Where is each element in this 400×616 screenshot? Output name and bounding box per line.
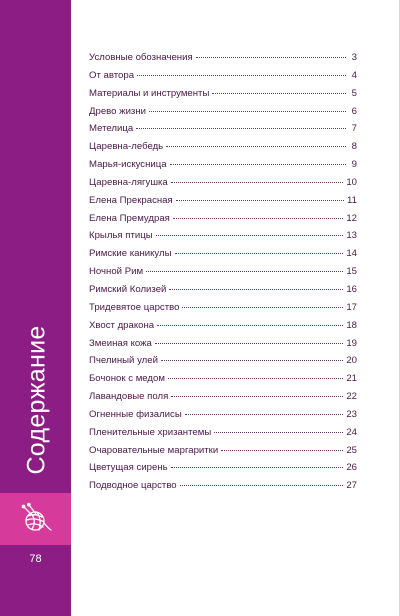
toc-entry (89, 230, 357, 248)
toc-entry (89, 355, 357, 373)
toc-entry-page: 13 (346, 230, 357, 242)
toc-entry-page: 4 (351, 69, 357, 81)
toc-entry-page: 11 (347, 194, 357, 206)
dot-leader (166, 146, 346, 147)
dot-leader (214, 432, 343, 433)
page-number: 78 (29, 553, 42, 565)
toc-entry-page: 17 (346, 301, 357, 313)
toc-entry-title: Подводное царство (89, 480, 177, 492)
dot-leader (180, 485, 344, 486)
toc-entry-page: 18 (346, 319, 357, 331)
toc-entry-page: 12 (346, 212, 357, 224)
toc-entry (89, 462, 357, 480)
toc-entry-title: Римский Колизей (89, 283, 167, 295)
toc-entry (89, 141, 357, 159)
toc-entry-page: 16 (346, 283, 357, 295)
dot-leader (221, 450, 343, 451)
toc-entry-title: Тридевятое царство (89, 301, 180, 313)
toc-entry-title: Огненные физалисы (89, 408, 182, 420)
toc-entry-page: 20 (346, 355, 357, 367)
toc-entry-title: Хвост дракона (89, 319, 155, 331)
toc-entry-page: 9 (351, 159, 357, 171)
toc-entry-page: 24 (346, 426, 357, 438)
dot-leader (171, 467, 344, 468)
toc-entry-page: 10 (346, 176, 357, 188)
toc-entry-page: 26 (346, 462, 357, 474)
dot-leader (185, 414, 344, 415)
toc-entry-page: 22 (346, 391, 357, 403)
toc-entry-title: Римские каникулы (89, 248, 172, 260)
dot-leader (156, 235, 344, 236)
dot-leader (136, 128, 346, 129)
toc-entry-title: Древо жизни (89, 105, 146, 117)
dot-leader (169, 289, 343, 290)
toc-entry (89, 213, 357, 231)
dot-leader (173, 218, 343, 219)
toc-entry (89, 409, 357, 427)
toc-entry-title: Очаровательные маргаритки (89, 444, 219, 456)
dot-leader (146, 271, 343, 272)
toc-entry-page: 6 (351, 105, 357, 117)
toc-entry (89, 427, 357, 445)
toc-entry-title: Елена Прекрасная (89, 194, 173, 206)
dot-leader (157, 325, 343, 326)
toc-entry-title: Пленительные хризантемы (89, 426, 212, 438)
toc-entry-title: Бочонок с медом (89, 373, 165, 385)
toc-entry-page: 7 (351, 123, 357, 135)
dot-leader (149, 111, 346, 112)
toc-entry-title: Метелица (89, 123, 134, 135)
dot-leader (155, 343, 343, 344)
dot-leader (171, 182, 344, 183)
table-of-contents (89, 52, 357, 498)
toc-entry-title: От автора (89, 69, 135, 81)
toc-entry (89, 338, 357, 356)
dot-leader (161, 360, 343, 361)
toc-entry (89, 373, 357, 391)
toc-entry (89, 177, 357, 195)
toc-entry (89, 320, 357, 338)
toc-entry-page: 14 (346, 248, 357, 260)
section-title: Содержание (22, 325, 51, 475)
toc-entry-title: Царевна-лягушка (89, 176, 168, 188)
dot-leader (182, 307, 343, 308)
dot-leader (171, 396, 343, 397)
toc-entry-page: 23 (346, 408, 357, 420)
toc-entry-title: Материалы и инструменты (89, 87, 210, 99)
toc-entry-page: 25 (346, 444, 357, 456)
toc-entry-page: 15 (346, 266, 357, 278)
toc-entry-page: 3 (351, 52, 357, 63)
dot-leader (212, 93, 346, 94)
toc-entry-title: Пчелиный улей (89, 355, 158, 367)
toc-entry-title: Крылья птицы (89, 230, 153, 242)
toc-entry (89, 106, 357, 124)
dot-leader (176, 200, 344, 201)
toc-entry (89, 284, 357, 302)
toc-entry (89, 391, 357, 409)
toc-entry-page: 8 (351, 141, 357, 153)
toc-entry (89, 70, 357, 88)
toc-entry-title: Ночной Рим (89, 266, 144, 278)
sidebar (0, 0, 71, 616)
toc-entry-title: Лавандовые поля (89, 391, 169, 403)
dot-leader (196, 57, 346, 58)
dot-leader (175, 253, 344, 254)
yarn-ball-icon (18, 501, 54, 537)
dot-leader (168, 378, 343, 379)
toc-entry-page: 21 (346, 373, 357, 385)
toc-entry (89, 52, 357, 70)
toc-entry-page: 19 (346, 337, 357, 349)
toc-entry-page: 27 (346, 480, 357, 492)
toc-entry (89, 302, 357, 320)
dot-leader (137, 75, 346, 76)
toc-entry (89, 159, 357, 177)
dot-leader (170, 164, 346, 165)
toc-entry (89, 88, 357, 106)
toc-entry-title: Змеиная кожа (89, 337, 152, 349)
toc-entry (89, 123, 357, 141)
toc-entry-title: Условные обозначения (89, 52, 193, 63)
toc-entry-title: Марья-искусница (89, 159, 167, 171)
toc-entry-page: 5 (351, 87, 357, 99)
toc-entry (89, 445, 357, 463)
toc-entry (89, 195, 357, 213)
toc-entry-title: Царевна-лебедь (89, 141, 164, 153)
toc-entry (89, 248, 357, 266)
toc-entry (89, 480, 357, 498)
toc-entry-title: Елена Премудрая (89, 212, 170, 224)
toc-entry (89, 266, 357, 284)
toc-entry-title: Цветущая сирень (89, 462, 168, 474)
